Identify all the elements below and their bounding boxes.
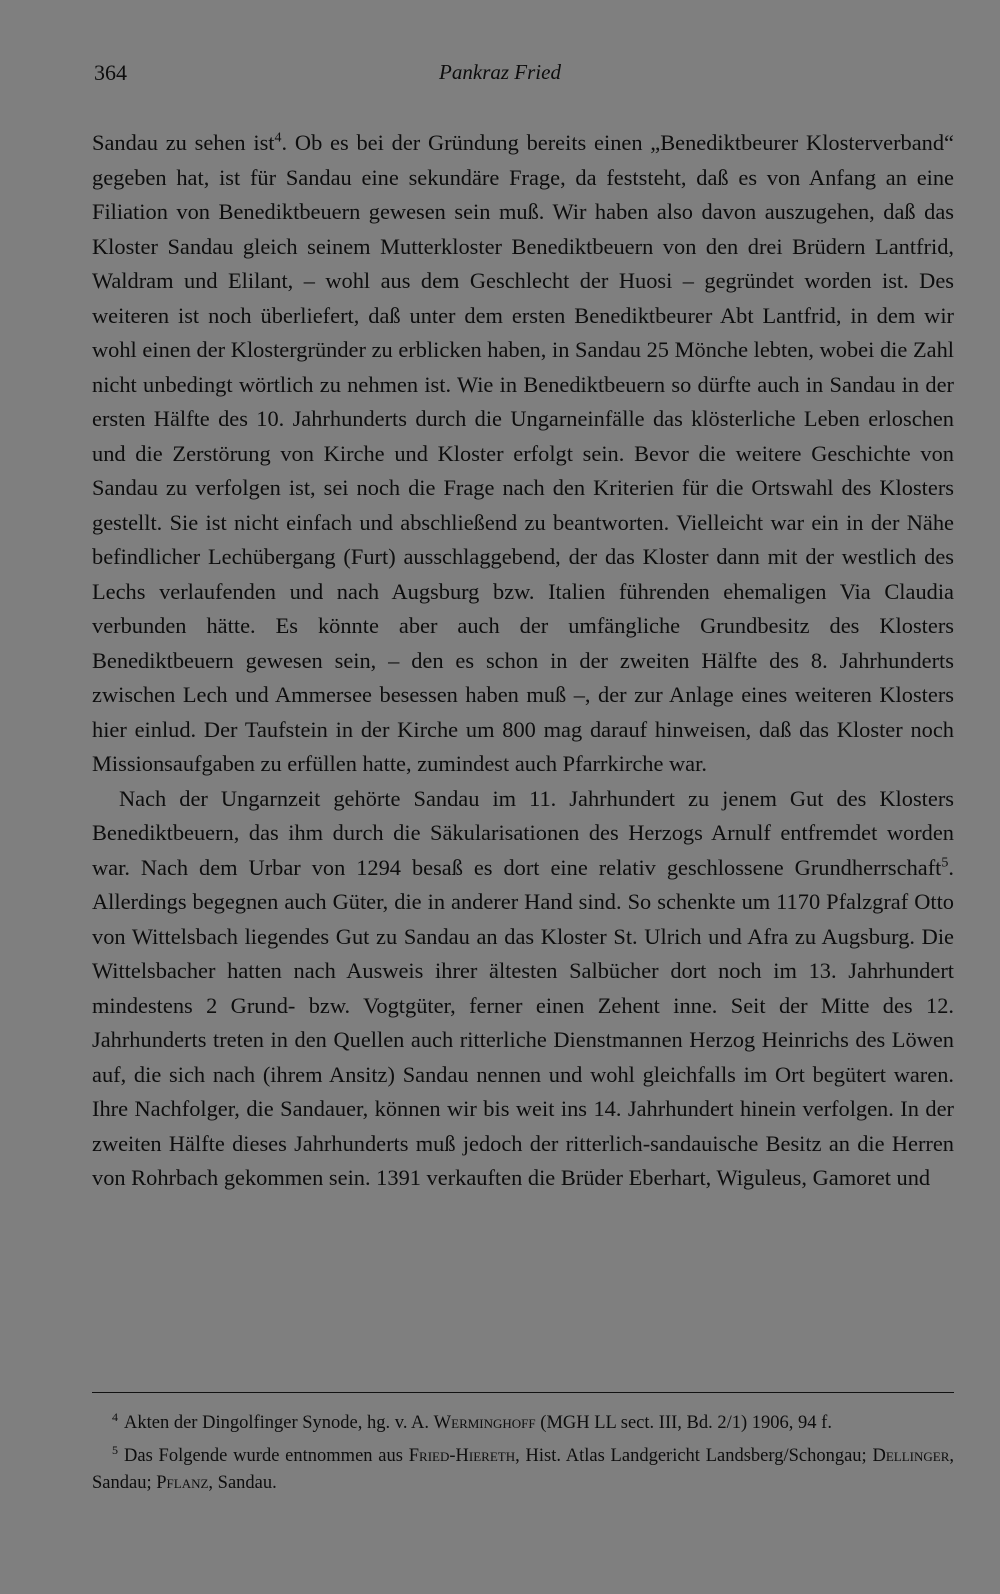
footnote-text: (MGH LL sect. III, Bd. 2/1) 1906, 94 f. bbox=[535, 1413, 832, 1433]
author-name: Pflanz bbox=[156, 1473, 209, 1493]
author-name: Dellinger bbox=[872, 1446, 950, 1466]
footnote-4 bbox=[92, 1410, 954, 1437]
footnote-text: Akten der Dingolfinger Synode, hg. v. A. bbox=[124, 1413, 434, 1433]
footnote-text: , Sandau. bbox=[208, 1473, 277, 1493]
footnote-divider bbox=[92, 1392, 954, 1393]
page-number: 364 bbox=[94, 60, 127, 85]
body-text bbox=[92, 126, 954, 1196]
running-head: Pankraz Fried bbox=[439, 60, 561, 84]
footnotes bbox=[92, 1410, 954, 1503]
author-name: Fried-Hiereth bbox=[408, 1446, 516, 1466]
footnote-5 bbox=[92, 1443, 954, 1497]
footnote-mark: 4 bbox=[112, 1409, 118, 1424]
footnote-text: , Sandau; bbox=[92, 1446, 955, 1493]
paragraph-2-text-rest: . Allerdings begegnen auch Güter, die in anderer Hand sind. So schenkte um 1170 Pfalzgraf Otto von Wittelsbach liegendes Gut zu Sandau an das Kloster St. Ulrich und Afra zu Augsburg. Die Wittelsbacher hatten nach Ausweis ihrer ältesten Salbücher dort noch im 13. Jahrhundert mindestens 2 Grund- bzw. Vogtgüter, ferner einen Zehent inne. Seit der Mitte des 12. Jahrhunderts treten in den Quellen auch ritterliche Dienstmannen Herzog Heinrichs des Löwen auf, die sich nach (ihrem Ansitz) Sandau nennen und wohl gleichfalls im Ort begütert waren. Ihre Nachfolger, die Sandauer, können wir bis weit ins 14. Jahrhundert hinein verfolgen. In der zweiten Hälfte dieses Jahrhunderts muß jedoch der ritterlich-sandauische Besitz an die Herren von Rohrbach gekommen sein. 1391 verkauften die Brüder Eberhart, Wiguleus, Gamoret und bbox=[92, 854, 954, 1190]
author-name: Werminghoff bbox=[433, 1413, 536, 1433]
paragraph-2 bbox=[92, 782, 954, 1196]
footnote-ref-5[interactable]: 5 bbox=[941, 855, 949, 871]
footnote-text: , Hist. Atlas Landgericht Landsberg/Schongau; bbox=[515, 1446, 873, 1466]
footnote-text: Das Folgende wurde entnommen aus bbox=[124, 1446, 409, 1466]
paragraph-2-text-start: Nach der Ungarnzeit gehörte Sandau im 11. Jahrhundert zu jenem Gut des Klosters Benediktbeuern, das ihm durch die Säkularisationen des Herzogs Arnulf entfremdet worden war. Nach dem Urbar von 1294 besaß es dort eine relativ geschlossene Grundherrschaft bbox=[92, 785, 954, 880]
paragraph-1 bbox=[92, 126, 954, 782]
footnote-ref-4[interactable]: 4 bbox=[274, 130, 282, 146]
footnote-mark: 5 bbox=[112, 1442, 118, 1457]
paragraph-1-text-rest: . Ob es bei der Gründung bereits einen „Benediktbeurer Klosterverband“ gegeben hat, ist für Sandau eine sekundäre Frage, da feststeht, daß es von Anfang an eine Filiation von Benediktbeuern gewesen sein muß. Wir haben also davon auszugehen, daß das Kloster Sandau gleich seinem Mutterkloster Benediktbeuern von den drei Brüdern Lantfrid, Waldram und Elilant, – wohl aus dem Geschlecht der Huosi – gegründet worden ist. Des weiteren ist noch überliefert, daß unter dem ersten Benediktbeurer Abt Lantfrid, in dem wir wohl einen der Klostergründer zu erblicken haben, in Sandau 25 Mönche lebten, wobei die Zahl nicht unbedingt wörtlich zu nehmen ist. Wie in Benediktbeuern so dürfte auch in Sandau in der ersten Hälfte des 10. Jahrhunderts durch die Ungarneinfälle das klösterliche Leben erloschen und die Zerstörung von Kirche und Kloster erfolgt sein. Bevor die weitere Geschichte von Sandau zu verfolgen ist, sei noch die Frage nach den Kriterien für die Ortswahl des Klosters gestellt. Sie ist nicht einfach und abschließend zu beantworten. Vielleicht war ein in der Nähe befindlicher Lechübergang (Furt) ausschlaggebend, der das Kloster dann mit der westlich des Lechs verlaufenden und nach Augsburg bzw. Italien führenden ehemaligen Via Claudia verbunden hätte. Es könnte aber auch der umfängliche Grundbesitz des Klosters Benediktbeuern gewesen sein, – den es schon in der zweiten Hälfte des 8. Jahrhunderts zwischen Lech und Ammersee besessen haben muß –, der zur Anlage eines weiteren Klosters hier einlud. Der Taufstein in der Kirche um 800 mag darauf hinweisen, daß das Kloster noch Missionsaufgaben zu erfüllen hatte, zumindest auch Pfarrkirche war. bbox=[92, 130, 954, 776]
paragraph-1-text-start: Sandau zu sehen ist bbox=[92, 130, 275, 155]
page-header bbox=[0, 60, 1000, 90]
